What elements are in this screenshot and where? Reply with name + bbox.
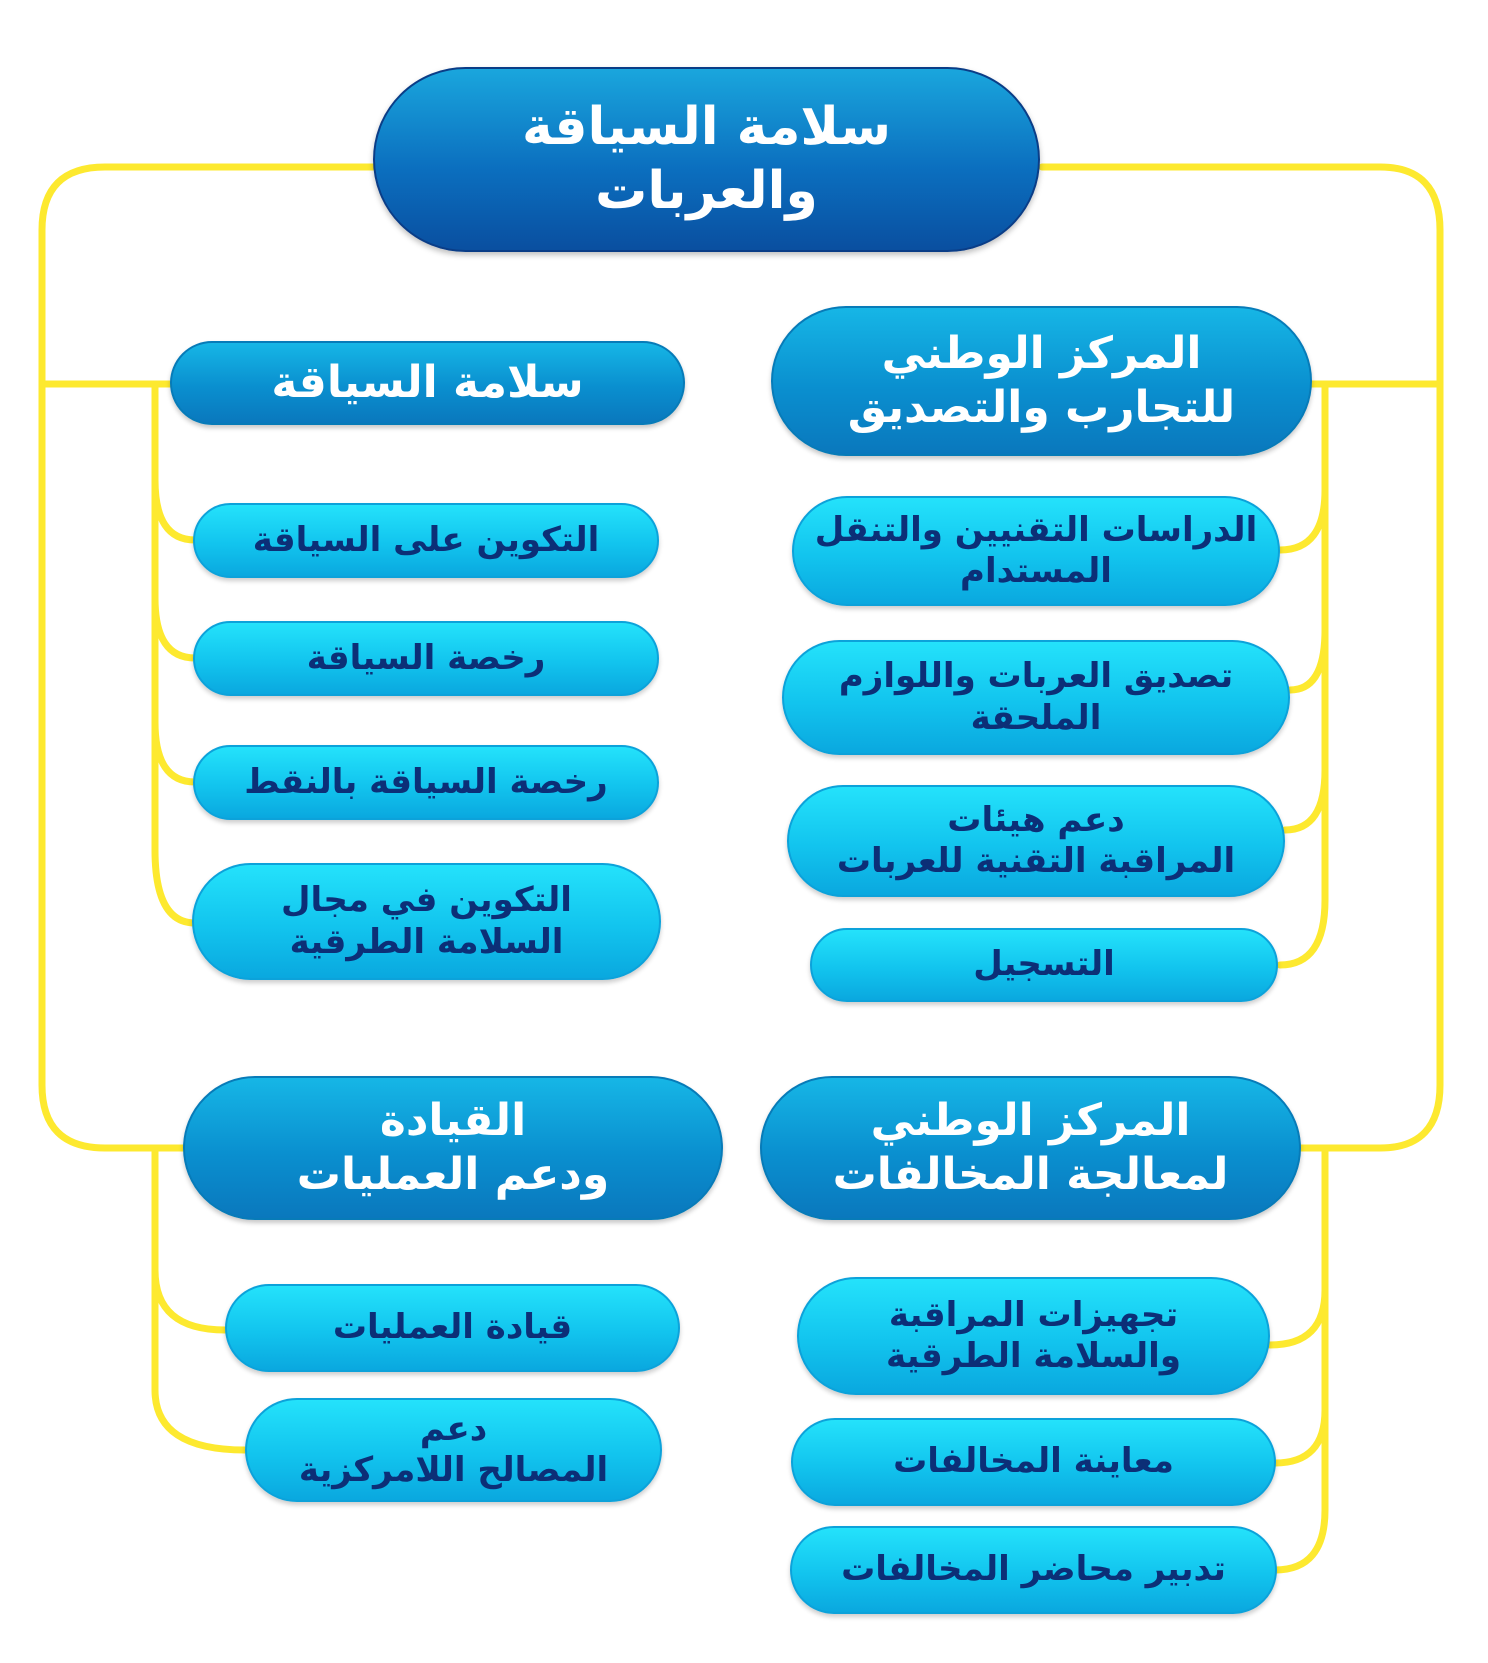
connector-violations-items (1275, 1148, 1325, 1570)
item-registration (810, 928, 1278, 1002)
group-leadership (183, 1076, 723, 1220)
item-points-license (193, 745, 659, 820)
item-road-safety-training (192, 863, 661, 980)
root-line-1: سلامة السياقة (521, 97, 892, 158)
group-leadership-line-1: القيادة (379, 1095, 527, 1147)
group-driving-safety-line-1: سلامة السياقة (271, 357, 584, 409)
item-line: معاينة المخالفات (893, 1441, 1174, 1482)
item-monitoring-equipment (797, 1277, 1270, 1395)
item-decentralized-services-support (245, 1398, 662, 1502)
item-line: المستدام (960, 551, 1112, 591)
root-node (373, 67, 1040, 252)
group-violations-center (760, 1076, 1301, 1220)
item-line: رخصة السياقة بالنقط (244, 761, 608, 802)
item-technical-inspection-support (787, 785, 1285, 897)
item-line: السلامة الطرقية (289, 921, 564, 962)
item-line: دعم (419, 1408, 488, 1449)
item-line: تدبير محاضر المخالفات (841, 1549, 1226, 1590)
group-driving-safety (170, 341, 685, 425)
group-testing-center (771, 306, 1312, 456)
group-testing-center-line-1: المركز الوطني (881, 328, 1202, 380)
item-line: التسجيل (973, 944, 1115, 985)
item-line: المصالح اللامركزية (298, 1450, 609, 1490)
item-driving-training (193, 503, 659, 578)
item-line: رخصة السياقة (306, 637, 546, 678)
item-violation-records-management (790, 1526, 1277, 1614)
item-line: تجهيزات المراقبة (888, 1294, 1179, 1335)
group-violations-center-line-1: المركز الوطني (870, 1095, 1191, 1147)
group-testing-center-line-2: للتجارب والتصديق (847, 382, 1236, 433)
item-line: المراقبة التقنية للعربات (836, 841, 1236, 881)
item-violations-inspection (791, 1418, 1276, 1506)
item-line: التكوين على السياقة (252, 519, 600, 560)
item-line: والسلامة الطرقية (886, 1336, 1181, 1376)
item-driving-license (193, 621, 659, 696)
item-vehicle-homologation (782, 640, 1290, 755)
item-line: الملحقة (970, 697, 1102, 738)
item-line: قيادة العمليات (332, 1307, 573, 1348)
item-line: التكوين في مجال (281, 880, 572, 921)
item-operations-leadership (225, 1284, 680, 1372)
item-line: تصديق العربات واللوازم (838, 656, 1234, 697)
root-line-2: والعربات (595, 160, 818, 221)
group-leadership-line-2: ودعم العمليات (296, 1149, 610, 1200)
group-violations-center-line-2: لمعالجة المخالفات (832, 1149, 1229, 1200)
item-line: دعم هيئات (947, 799, 1125, 840)
item-sustainable-mobility (792, 496, 1280, 606)
item-line: الدراسات التقنيين والتنقل (814, 509, 1258, 550)
